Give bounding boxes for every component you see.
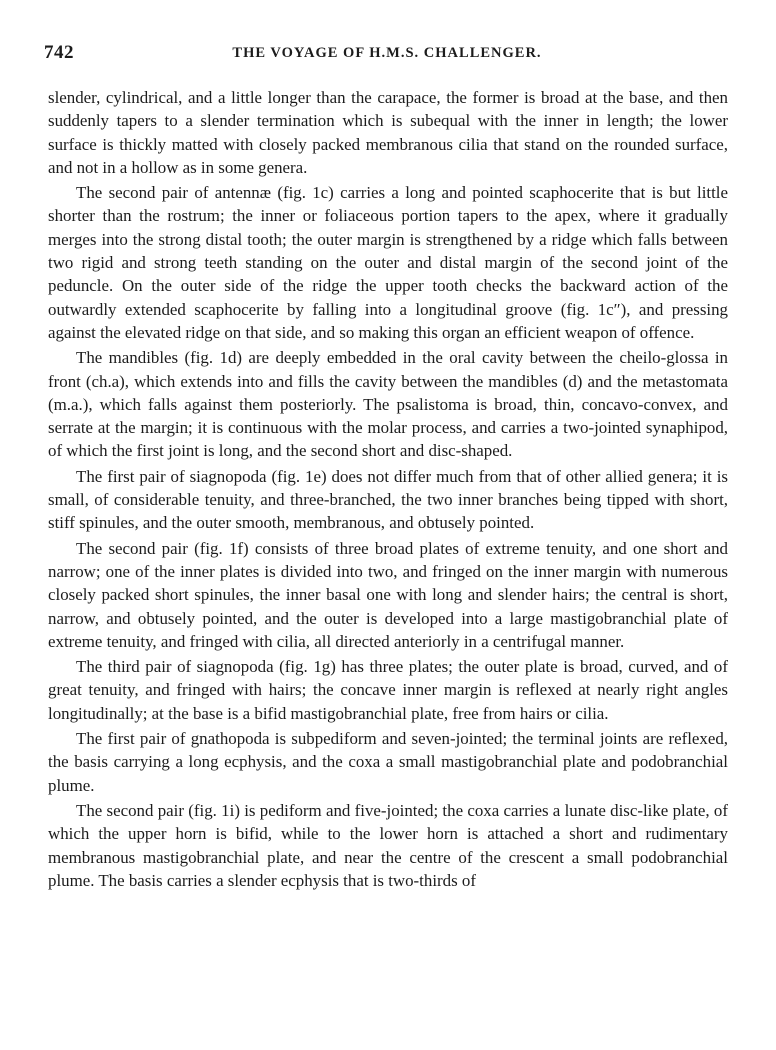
page-header [44,42,730,66]
page-number: 742 [44,42,74,63]
paragraph-second-siagnopoda: The second pair (fig. 1f) consists of three broad plates of extreme tenuity, and one short and narrow; one of the inner plates is divided into two, and fringed on the inner margin with numerous closely packed short spinules, the inner basal one with long and slender hairs; the central is short, narrow, and obtusely pointed, and the outer is developed into a large mastigobranchial plate of extreme tenuity, and fringed with cilia, all directed anteriorly in a centrifugal manner. [48,538,728,651]
paragraph-second-antennae: The second pair of antennæ (fig. 1c) carries a long and pointed scaphocerite that is but little shorter than the rostrum; the inner or foliaceous portion tapers to the apex, where it gradually merges into the strong distal tooth; the outer margin is strengthened by a ridge which falls between two rigid and strong teeth standing on the outer and distal margin of the second joint of the peduncle. On the outer side of the ridge the upper tooth checks the backward action of the outwardly extended scaphocerite by falling into a longitudinal groove (fig. 1c″), and pressing against the elevated ridge on that side, and so making this organ an efficient weapon of offence. [48,183,728,342]
paragraph-first-gnathopoda: The first pair of gnathopoda is subpediform and seven-jointed; the terminal joints are reflexed, the basis carrying a long ecphysis, and the coxa a small mastigobranchial plate and podobranchial plume. [48,729,728,795]
paragraph-mandibles: The mandibles (fig. 1d) are deeply embedded in the oral cavity between the cheilo-glossa in front (ch.a), which extends into and fills the cavity between the mandibles (d) and the metastomata (m.a.), which falls against them posteriorly. The psalistoma is broad, thin, concavo-convex, and serrate at the margin; it is continuous with the molar process, and carries a two-jointed synaphipod, of which the first joint is long, and the second short and disc-shaped. [48,348,728,461]
paragraph-third-siagnopoda: The third pair of siagnopoda (fig. 1g) has three plates; the outer plate is broad, curved, and of great tenuity, and fringed with hairs; the concave inner margin is reflexed at nearly right angles longitudinally; at the base is a bifid mastigobranchial plate, free from hairs or cilia. [48,657,728,723]
body-text [48,86,728,892]
paragraph-antennule-continued: slender, cylindrical, and a little longer than the carapace, the former is broad at the base, and then suddenly tapers to a slender termination which is subequal with the inner in length; the lower surface is thickly matted with closely packed membranous cilia that stand on the rounded surface, and not in a hollow as in some genera. [48,88,728,177]
paragraph-first-siagnopoda: The first pair of siagnopoda (fig. 1e) does not differ much from that of other allied genera; it is small, of considerable tenuity, and three-branched, the two inner branches being tipped with short, stiff spinules, and the outer smooth, membranous, and obtusely pointed. [48,466,728,533]
paragraph-second-gnathopoda: The second pair (fig. 1i) is pediform and five-jointed; the coxa carries a lunate disc-like plate, of which the upper horn is bifid, while to the lower horn is attached a short and rudimentary membranous mastigobranchial plate, and near the centre of the crescent a small podobranchial plume. The basis carries a slender ecphysis that is two-thirds of [48,800,728,890]
running-title: THE VOYAGE OF H.M.S. CHALLENGER. [232,45,542,61]
